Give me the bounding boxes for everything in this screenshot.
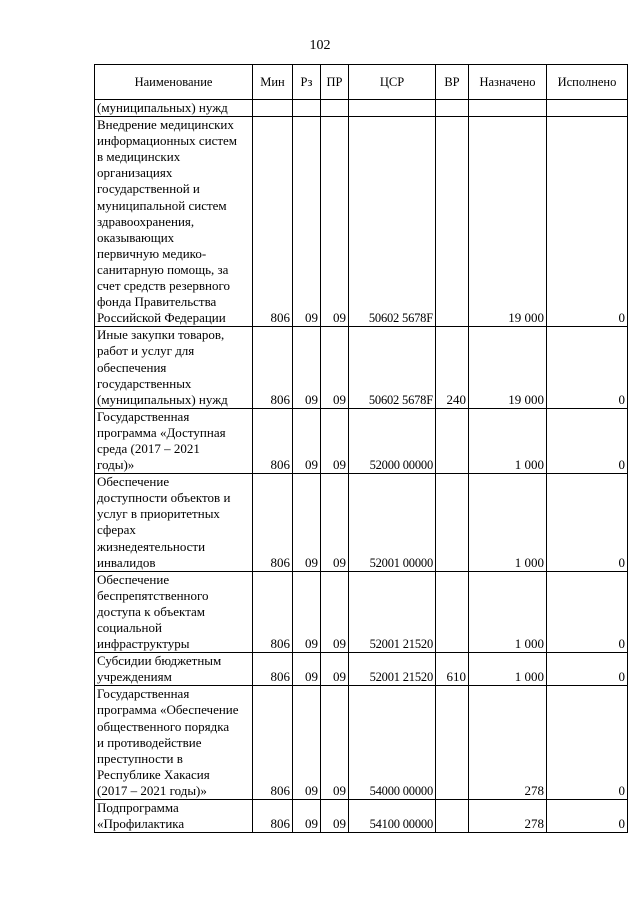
row-executed: 0 [547,653,628,686]
row-rz: 09 [293,327,321,408]
table-row [95,408,628,473]
row-vr [436,800,469,833]
row-assigned: 19 000 [469,117,547,327]
row-assigned [469,100,547,117]
row-csr: 50602 5678F [349,327,436,408]
row-vr [436,100,469,117]
row-pr: 09 [321,686,349,800]
table-row [95,327,628,408]
table-row [95,117,628,327]
row-min: 806 [253,686,293,800]
row-executed [547,100,628,117]
row-name: Государственная программа «Доступная среда (2017 – 2021 годы)» [95,408,253,473]
row-csr: 52000 00000 [349,408,436,473]
row-min: 806 [253,800,293,833]
row-csr: 54000 00000 [349,686,436,800]
row-vr [436,117,469,327]
page-number: 102 [309,38,331,53]
table-row [95,653,628,686]
header-pr: ПР [321,65,349,100]
row-name: Подпрограмма «Профилактика [95,800,253,833]
header-name: Наименование [95,65,253,100]
header-row [95,65,628,100]
row-name: Обеспечение доступности объектов и услуг в приоритетных сферах жизнедеятельности инвалидов [95,474,253,572]
table-row [95,100,628,117]
row-vr [436,408,469,473]
row-pr: 09 [321,800,349,833]
row-pr: 09 [321,117,349,327]
row-rz: 09 [293,653,321,686]
row-executed: 0 [547,117,628,327]
row-rz: 09 [293,800,321,833]
table-row [95,686,628,800]
row-vr [436,571,469,652]
row-executed: 0 [547,571,628,652]
row-name: (муниципальных) нужд [95,100,253,117]
row-pr: 09 [321,653,349,686]
row-assigned: 1 000 [469,408,547,473]
row-csr: 50602 5678F [349,117,436,327]
row-min: 806 [253,327,293,408]
header-rz: Рз [293,65,321,100]
row-assigned: 1 000 [469,474,547,572]
row-min: 806 [253,474,293,572]
row-executed: 0 [547,800,628,833]
row-csr: 52001 21520 [349,571,436,652]
row-csr [349,100,436,117]
row-vr: 610 [436,653,469,686]
row-rz: 09 [293,686,321,800]
row-pr: 09 [321,474,349,572]
row-executed: 0 [547,408,628,473]
row-executed: 0 [547,474,628,572]
row-csr: 52001 21520 [349,653,436,686]
row-name: Обеспечение беспрепятственного доступа к объектам социальной инфраструктуры [95,571,253,652]
row-vr [436,686,469,800]
row-csr: 54100 00000 [349,800,436,833]
row-pr: 09 [321,327,349,408]
header-executed: Исполнено [547,65,628,100]
row-assigned: 19 000 [469,327,547,408]
budget-table [94,64,628,833]
row-pr: 09 [321,408,349,473]
row-rz [293,100,321,117]
row-min [253,100,293,117]
row-name: Внедрение медицинских информационных систем в медицинских организациях государственной и муниципальной систем здравоохранения, оказывающих первичную медико- санитарную помощь, за счет средств резервного фонда Правительства Российской Федерации [95,117,253,327]
row-rz: 09 [293,571,321,652]
row-rz: 09 [293,117,321,327]
row-executed: 0 [547,686,628,800]
row-pr [321,100,349,117]
row-min: 806 [253,408,293,473]
row-min: 806 [253,571,293,652]
row-pr: 09 [321,571,349,652]
table-row [95,474,628,572]
row-name: Государственная программа «Обеспечение общественного порядка и противодействие преступности в Республике Хакасия (2017 – 2021 годы)» [95,686,253,800]
row-name: Иные закупки товаров, работ и услуг для обеспечения государственных (муниципальных) нужд [95,327,253,408]
header-min: Мин [253,65,293,100]
row-rz: 09 [293,474,321,572]
row-executed: 0 [547,327,628,408]
row-assigned: 1 000 [469,571,547,652]
table-row [95,800,628,833]
row-assigned: 278 [469,800,547,833]
row-vr [436,474,469,572]
header-assigned: Назначено [469,65,547,100]
row-assigned: 278 [469,686,547,800]
table-row [95,571,628,652]
row-min: 806 [253,653,293,686]
row-csr: 52001 00000 [349,474,436,572]
row-rz: 09 [293,408,321,473]
header-vr: ВР [436,65,469,100]
row-vr: 240 [436,327,469,408]
row-name: Субсидии бюджетным учреждениям [95,653,253,686]
header-csr: ЦСР [349,65,436,100]
row-assigned: 1 000 [469,653,547,686]
row-min: 806 [253,117,293,327]
